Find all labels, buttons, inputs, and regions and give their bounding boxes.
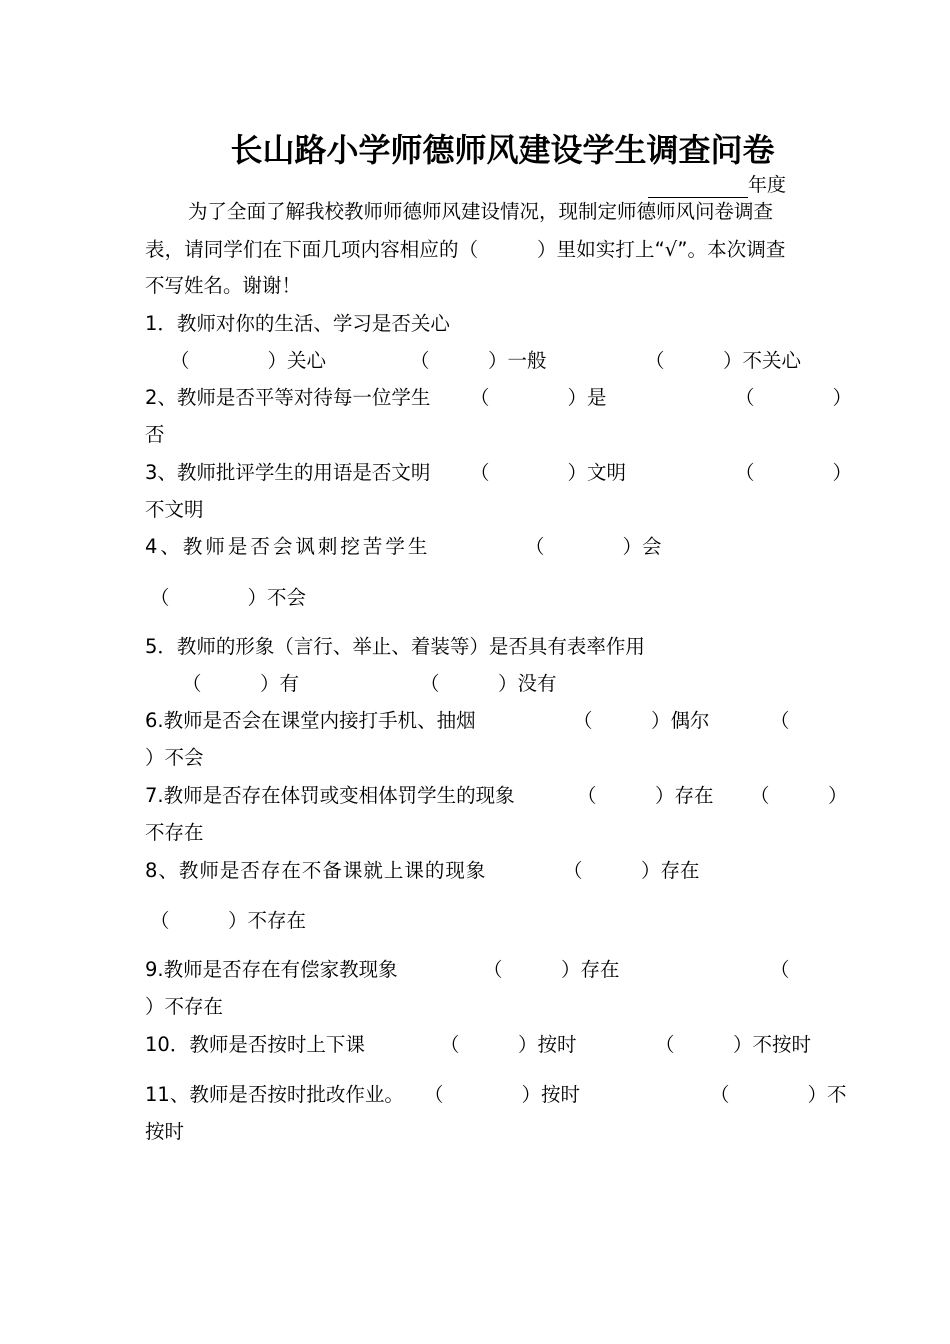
year-blank bbox=[648, 177, 748, 198]
question-7-option-a: （ ）存在 bbox=[577, 784, 714, 807]
question-10-option-a: （ ）按时 bbox=[440, 1033, 577, 1056]
question-3-option-a: （ ）文明 bbox=[470, 461, 627, 484]
question-10-option-b: （ ）不按时 bbox=[655, 1033, 812, 1056]
intro-line-3: 不写姓名。谢谢！ bbox=[145, 274, 302, 297]
question-9-option-a: （ ）存在 bbox=[483, 958, 620, 981]
question-5-option-b: （ ）没有 bbox=[420, 672, 557, 695]
question-10-text: 10．教师是否按时上下课 bbox=[145, 1033, 365, 1056]
question-6-option-a: （ ）偶尔 bbox=[573, 709, 710, 732]
question-9-continuation: ）不存在 bbox=[145, 995, 224, 1018]
question-3-continuation: 不文明 bbox=[145, 498, 204, 521]
question-4-text: 4、教师是否会讽刺挖苦学生 bbox=[145, 535, 431, 558]
question-8-option-b: （ ）不存在 bbox=[150, 909, 307, 932]
question-7-continuation: 不存在 bbox=[145, 821, 204, 844]
question-7-text: 7.教师是否存在体罚或变相体罚学生的现象 bbox=[145, 784, 515, 807]
question-3-text: 3、教师批评学生的用语是否文明 bbox=[145, 461, 431, 484]
intro-line-2: 表，请同学们在下面几项内容相应的（ ）里如实打上“√”。本次调查 bbox=[145, 238, 786, 261]
question-9-text: 9.教师是否存在有偿家教现象 bbox=[145, 958, 398, 981]
question-5-text: 5．教师的形象（言行、举止、着装等）是否具有表率作用 bbox=[145, 635, 645, 658]
question-11-option-a: （ ）按时 bbox=[424, 1083, 581, 1106]
question-9-option-b: （ bbox=[770, 958, 790, 981]
question-2-continuation: 否 bbox=[145, 423, 165, 446]
intro-line-1: 为了全面了解我校教师师德师风建设情况，现制定师德师风问卷调查 bbox=[188, 200, 774, 223]
document-title: 长山路小学师德师风建设学生调查问卷 bbox=[230, 131, 775, 169]
question-3-option-b: （ ） bbox=[735, 461, 853, 484]
question-4-option-b: （ ）不会 bbox=[150, 586, 307, 609]
question-11-text: 11、教师是否按时批改作业。 bbox=[145, 1083, 404, 1106]
year-field bbox=[648, 172, 786, 198]
question-1-text: 1．教师对你的生活、学习是否关心 bbox=[145, 312, 450, 335]
question-4-option-a: （ ）会 bbox=[525, 535, 662, 558]
question-7-option-b: （ ） bbox=[750, 784, 848, 807]
question-6-option-b: （ bbox=[770, 709, 790, 732]
year-label: 年度 bbox=[748, 174, 787, 196]
question-1-option-a: （ ）关心 bbox=[170, 349, 327, 372]
question-6-text: 6.教师是否会在课堂内接打手机、抽烟 bbox=[145, 709, 476, 732]
question-2-option-a: （ ）是 bbox=[470, 386, 607, 409]
question-2-text: 2、教师是否平等对待每一位学生 bbox=[145, 386, 431, 409]
question-11-option-b: （ ）不 bbox=[710, 1083, 847, 1106]
question-1-option-c: （ ）不关心 bbox=[645, 349, 802, 372]
question-8-option-a: （ ）存在 bbox=[563, 859, 700, 882]
question-1-option-b: （ ）一般 bbox=[410, 349, 547, 372]
question-2-option-b: （ ） bbox=[735, 386, 853, 409]
question-6-continuation: ）不会 bbox=[145, 746, 204, 769]
question-5-option-a: （ ）有 bbox=[182, 672, 300, 695]
question-11-continuation: 按时 bbox=[145, 1120, 185, 1143]
question-8-text: 8、教师是否存在不备课就上课的现象 bbox=[145, 859, 487, 882]
